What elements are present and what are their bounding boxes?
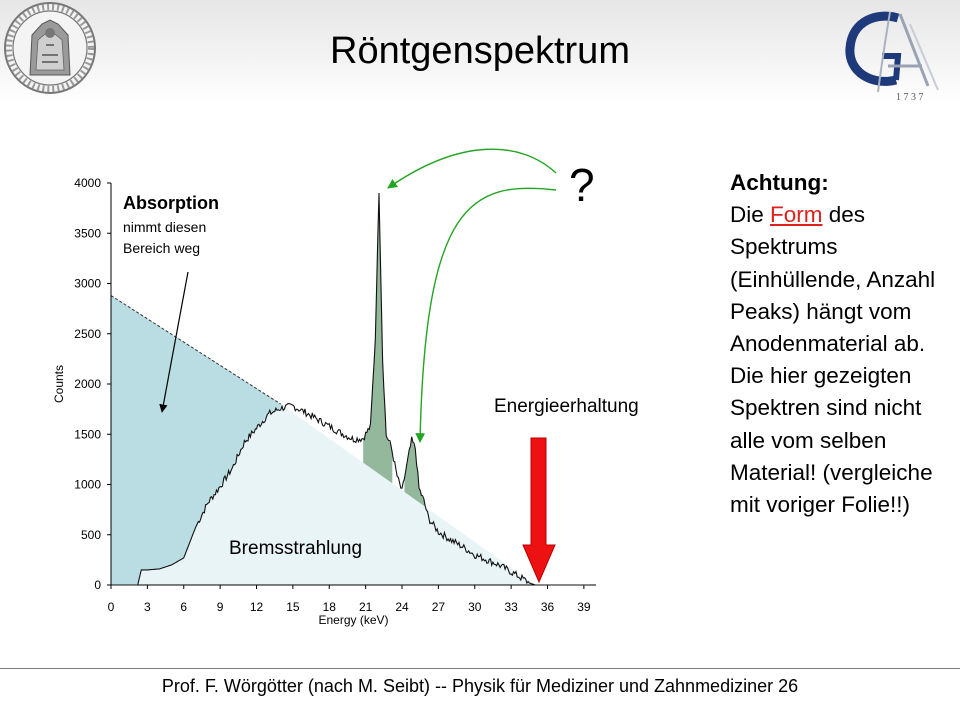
y-axis-label: Counts	[52, 364, 66, 404]
x-tick-label: 21	[358, 600, 373, 614]
y-tick-label: 2500	[74, 326, 101, 341]
x-tick-label: 15	[286, 600, 300, 614]
y-tick-label: 1000	[74, 477, 101, 492]
energieerhaltung-label: Energieerhaltung	[494, 396, 639, 417]
x-tick-label: 24	[395, 600, 409, 614]
x-tick-label: 27	[431, 600, 446, 614]
note-box	[730, 167, 955, 521]
bremsstrahlung-label: Bremsstrahlung	[229, 538, 363, 559]
y-tick-label: 1500	[74, 427, 101, 442]
note-text-rest: des Spektrums (Einhüllende, Anzahl Peaks) hängt vom Anodenmaterial ab. Die hier gezeigten Spektren sind nicht alle vom selben Material! (vergleiche mit voriger Folie!!)	[730, 202, 936, 518]
y-tick-label: 3000	[74, 276, 101, 291]
red-arrow-energy-cutoff	[523, 438, 555, 582]
absorption-line2: Bereich weg	[123, 240, 201, 256]
footer-divider	[0, 668, 960, 669]
note-text-start: Die	[730, 202, 771, 228]
x-tick-label: 39	[577, 600, 591, 614]
slide-title: Röntgenspektrum	[330, 30, 630, 72]
x-tick-label: 18	[322, 600, 336, 614]
y-tick-label: 3500	[74, 226, 101, 241]
y-tick-label: 0	[94, 578, 101, 592]
x-tick-label: 3	[144, 600, 151, 614]
absorption-title: Absorption	[123, 193, 219, 213]
y-tick-label: 4000	[74, 176, 101, 190]
logo-year-text: 1 7 3 7	[896, 92, 924, 103]
x-tick-label: 33	[504, 600, 518, 614]
note-form-word: Form	[770, 202, 823, 228]
x-tick-label: 0	[107, 600, 115, 614]
green-arrow-peak-1	[388, 149, 556, 188]
note-heading: Achtung:	[730, 170, 829, 195]
note-body	[730, 199, 955, 521]
y-tick-label: 2000	[74, 377, 101, 391]
slide-footer: Prof. F. Wörgötter (nach M. Seibt) -- Physik für Mediziner und Zahnmediziner 26	[161, 676, 799, 696]
x-tick-label: 12	[249, 600, 264, 614]
x-tick-label: 30	[468, 600, 482, 614]
x-tick-label: 6	[180, 600, 188, 614]
y-tick-label: 500	[80, 527, 101, 542]
question-mark: ?	[569, 159, 595, 211]
x-tick-label: 9	[216, 600, 224, 614]
x-axis-label: Energy (keV)	[318, 613, 389, 627]
absorption-line1: nimmt diesen	[123, 219, 207, 235]
x-tick-label: 36	[540, 600, 555, 614]
